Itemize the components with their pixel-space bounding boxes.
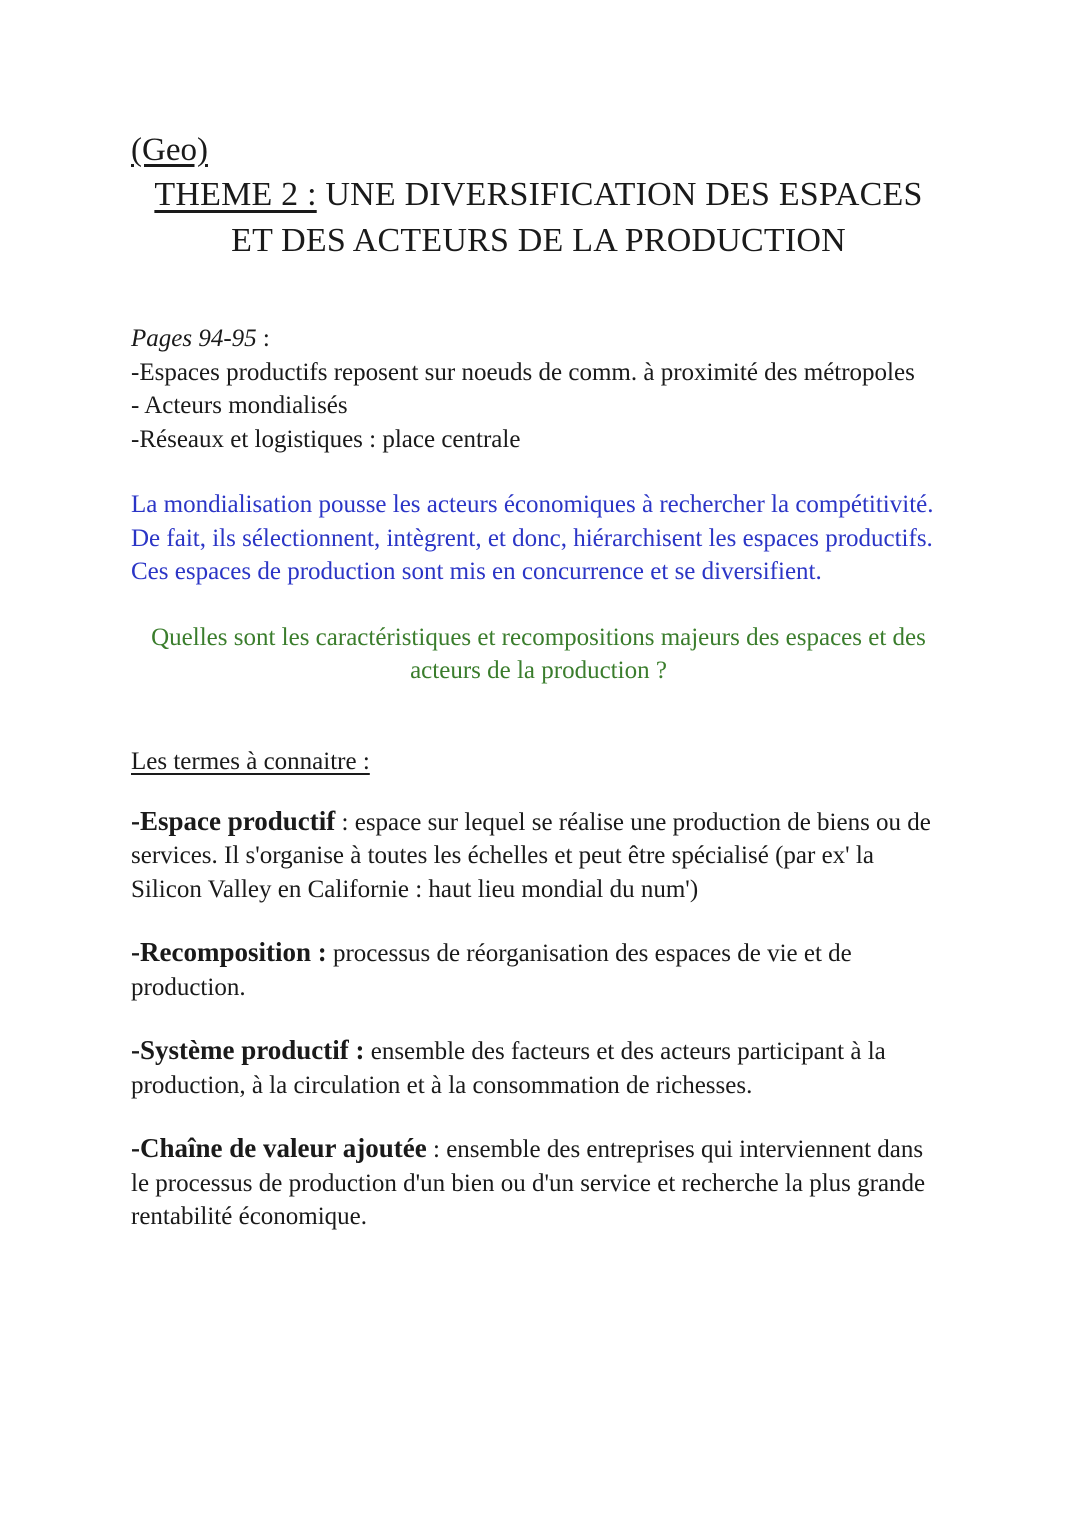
theme-number: THEME 2 : bbox=[154, 176, 317, 213]
pages-label-suffix: : bbox=[256, 325, 270, 352]
definition-item bbox=[131, 1132, 946, 1234]
pages-reference bbox=[131, 322, 946, 356]
definition-text: ensemble des facteurs et des acteurs participant à la production, à la circulation et à la consommation de richesses. bbox=[131, 1038, 886, 1099]
definition-term: -Système productif : bbox=[131, 1035, 365, 1065]
problem-question: Quelles sont les caractéristiques et recompositions majeurs des espaces et des acteurs de la production ? bbox=[151, 623, 926, 684]
definition-separator: : bbox=[335, 808, 355, 836]
theme-title-line-2: ET DES ACTEURS DE LA PRODUCTION bbox=[231, 222, 846, 259]
pages-notes bbox=[131, 322, 946, 456]
definition-text: processus de réorganisation des espaces de vie et de production. bbox=[131, 940, 852, 1001]
terms-title: Les termes à connaitre : bbox=[131, 747, 370, 775]
theme-title-text-1: UNE DIVERSIFICATION DES ESPACES bbox=[316, 176, 923, 213]
document-page bbox=[131, 128, 946, 1234]
definition-term: -Recomposition : bbox=[131, 937, 327, 967]
theme-title bbox=[131, 172, 946, 264]
subject-label: (Geo) bbox=[131, 132, 208, 168]
definition-term: -Espace productif bbox=[131, 805, 336, 836]
definition-separator: : bbox=[426, 1136, 447, 1163]
note-line: -Réseaux et logistiques : place centrale bbox=[131, 425, 521, 453]
definition-term: -Chaîne de valeur ajoutée bbox=[131, 1133, 427, 1163]
note-line: -Espaces productifs reposent sur noeuds de comm. à proximité des métropoles bbox=[131, 358, 915, 386]
intro-paragraph: La mondialisation pousse les acteurs économiques à rechercher la compétitivité. De fait, ils sélectionnent, intègrent, et donc, hiérarchisent les espaces productifs. Ces espaces de production sont mis en concurrence et se diversifient. bbox=[131, 491, 934, 585]
definition-item bbox=[131, 805, 946, 907]
definition-item bbox=[131, 1034, 946, 1102]
definition-item bbox=[131, 936, 946, 1004]
pages-label: Pages 94-95 bbox=[131, 325, 257, 352]
note-line: - Acteurs mondialisés bbox=[131, 392, 348, 419]
definition-text: espace sur lequel se réalise une production de biens ou de services. Il s'organise à toutes les échelles et peut être spécialisé (par ex' la Silicon Valley en Californie : haut lieu mondial du num') bbox=[131, 808, 931, 903]
definition-text: ensemble des entreprises qui interviennent dans le processus de production d'un bien ou d'un service et recherche la plus grande rentabilité économique. bbox=[131, 1136, 926, 1230]
terms-section bbox=[131, 687, 946, 1234]
theme-title-line-1 bbox=[131, 172, 946, 218]
